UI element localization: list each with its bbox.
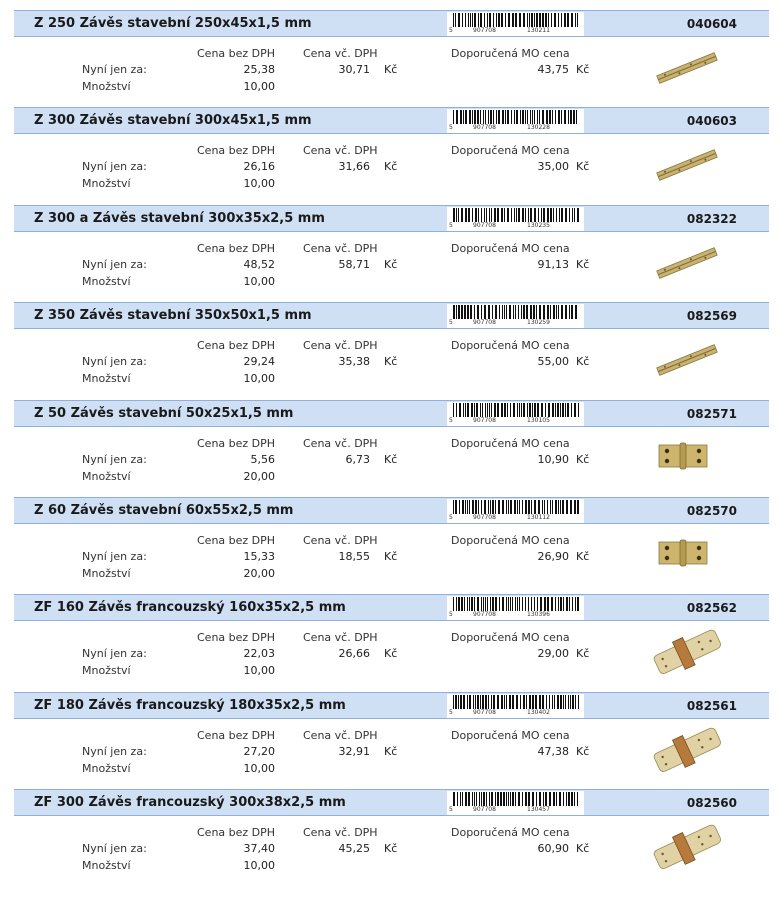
- french-hinge-icon: [650, 821, 725, 871]
- product-image[interactable]: [650, 529, 725, 579]
- price-incl-vat: 32,91: [338, 744, 370, 758]
- now-only-label: Nyní jen za:: [82, 355, 147, 369]
- currency-label: Kč: [576, 160, 590, 174]
- product-row: [0, 682, 780, 779]
- quantity-value: 10,00: [243, 372, 275, 386]
- product-code: 082570: [686, 504, 737, 518]
- barcode-bars: [447, 694, 584, 710]
- price-incl-vat: 6,73: [345, 452, 370, 466]
- french-hinge-icon: [650, 724, 725, 774]
- small-butt-hinge-icon: [650, 432, 725, 482]
- quantity-value: 20,00: [243, 469, 275, 483]
- product-image[interactable]: [650, 237, 725, 287]
- price-incl-vat-header: Cena vč. DPH: [303, 47, 378, 60]
- barcode-digits-left: 907708: [473, 806, 496, 814]
- quantity-label: Množství: [82, 177, 131, 191]
- barcode-digits-right: 130228: [527, 124, 550, 132]
- price-excl-vat-header: Cena bez DPH: [197, 728, 276, 742]
- recommended-price-header: Doporučená MO cena: [451, 534, 570, 547]
- quantity-label: Množství: [82, 469, 131, 483]
- barcode-digits-left: 907708: [473, 319, 496, 327]
- recommended-price: 26,90: [537, 550, 569, 563]
- recommended-price-header: Doporučená MO cena: [451, 339, 570, 353]
- currency-label: Kč: [576, 842, 590, 856]
- product-row: [0, 97, 780, 194]
- quantity-value: 10,00: [243, 274, 275, 288]
- product-name: Z 350 Závěs stavební 350x50x1,5 mm: [34, 308, 312, 324]
- barcode-digit-prefix: 5: [449, 124, 453, 132]
- barcode: [447, 596, 584, 620]
- barcode-digits-right: 130105: [527, 416, 550, 424]
- price-incl-vat-header: Cena vč. DPH: [303, 436, 378, 450]
- barcode-bars: [447, 207, 584, 223]
- barcode: [447, 499, 584, 523]
- price-excl-vat: 22,03: [243, 647, 275, 661]
- barcode-digits-left: 907708: [473, 416, 496, 424]
- recommended-price-header: Doporučená MO cena: [451, 436, 570, 450]
- barcode-digits-left: 907708: [473, 27, 496, 34]
- product-name: Z 300 a Závěs stavební 300x35x2,5 mm: [34, 210, 325, 226]
- product-header: [14, 497, 769, 524]
- barcode: [447, 694, 584, 718]
- currency-label: Kč: [576, 355, 590, 369]
- price-excl-vat-header: Cena bez DPH: [197, 436, 276, 450]
- now-only-label: Nyní jen za:: [82, 647, 147, 661]
- product-row: [0, 292, 780, 389]
- product-header: [14, 107, 769, 134]
- quantity-label: Množství: [82, 372, 131, 386]
- quantity-label: Množství: [82, 274, 131, 288]
- quantity-label: Množství: [82, 859, 131, 873]
- quantity-value: 20,00: [243, 567, 275, 580]
- product-row: [0, 779, 780, 876]
- french-hinge-icon: [650, 626, 725, 676]
- barcode-digits-left: 907708: [473, 611, 496, 619]
- barcode: [447, 402, 584, 426]
- price-incl-vat-header: Cena vč. DPH: [303, 144, 378, 158]
- price-incl-vat-header: Cena vč. DPH: [303, 728, 378, 742]
- currency-label: Kč: [576, 647, 590, 661]
- currency-label: Kč: [384, 550, 398, 563]
- currency-label: Kč: [384, 647, 398, 661]
- quantity-value: 10,00: [243, 664, 275, 678]
- currency-label: Kč: [576, 63, 590, 76]
- product-image[interactable]: [650, 724, 725, 774]
- recommended-price-header: Doporučená MO cena: [451, 47, 570, 60]
- currency-label: Kč: [384, 257, 398, 271]
- product-header: [14, 789, 769, 816]
- product-code: 082561: [686, 698, 737, 713]
- price-incl-vat-header: Cena vč. DPH: [303, 631, 378, 645]
- recommended-price: 60,90: [537, 842, 569, 856]
- barcode-digits-right: 130211: [527, 27, 550, 34]
- currency-label: Kč: [384, 452, 398, 466]
- product-row: [0, 584, 780, 681]
- currency-label: Kč: [576, 257, 590, 271]
- now-only-label: Nyní jen za:: [82, 160, 147, 174]
- price-excl-vat: 26,16: [243, 160, 275, 174]
- currency-label: Kč: [384, 744, 398, 758]
- price-incl-vat: 35,38: [338, 355, 370, 369]
- barcode-bars: [447, 12, 584, 28]
- long-brass-hinge-icon: [650, 237, 725, 287]
- currency-label: Kč: [384, 842, 398, 856]
- long-brass-hinge-icon: [650, 334, 725, 384]
- now-only-label: Nyní jen za:: [82, 452, 147, 466]
- recommended-price: 47,38: [537, 744, 569, 758]
- price-excl-vat: 37,40: [243, 842, 275, 856]
- now-only-label: Nyní jen za:: [82, 63, 147, 76]
- quantity-label: Množství: [82, 80, 131, 93]
- now-only-label: Nyní jen za:: [82, 257, 147, 271]
- barcode-digit-prefix: 5: [449, 221, 453, 229]
- recommended-price-header: Doporučená MO cena: [451, 631, 570, 645]
- product-code: 082569: [686, 309, 737, 324]
- quantity-label: Množství: [82, 761, 131, 775]
- product-name: ZF 180 Závěs francouzský 180x35x2,5 mm: [34, 697, 346, 713]
- product-header: [14, 205, 769, 232]
- barcode-digits-left: 907708: [473, 221, 496, 229]
- product-code: 082560: [686, 796, 737, 811]
- barcode: [447, 791, 584, 815]
- long-brass-hinge-icon: [650, 139, 725, 189]
- recommended-price-header: Doporučená MO cena: [451, 728, 570, 742]
- barcode-bars: [447, 791, 584, 807]
- barcode: [447, 304, 584, 328]
- quantity-label: Množství: [82, 664, 131, 678]
- price-incl-vat-header: Cena vč. DPH: [303, 534, 378, 547]
- product-header: [14, 302, 769, 329]
- recommended-price: 35,00: [537, 160, 569, 174]
- quantity-value: 10,00: [243, 761, 275, 775]
- price-excl-vat: 27,20: [243, 744, 275, 758]
- barcode-digits-right: 130112: [527, 514, 550, 521]
- product-header: [14, 692, 769, 719]
- product-row: [0, 0, 780, 97]
- product-row: [0, 487, 780, 584]
- price-incl-vat: 18,55: [338, 550, 370, 563]
- product-name: Z 300 Závěs stavební 300x45x1,5 mm: [34, 113, 312, 129]
- barcode-digit-prefix: 5: [449, 708, 453, 716]
- barcode-digit-prefix: 5: [449, 806, 453, 814]
- price-incl-vat: 58,71: [338, 257, 370, 271]
- price-incl-vat-header: Cena vč. DPH: [303, 339, 378, 353]
- price-excl-vat-header: Cena bez DPH: [197, 826, 276, 840]
- product-image[interactable]: [650, 42, 725, 92]
- currency-label: Kč: [576, 744, 590, 758]
- product-name: Z 50 Závěs stavební 50x25x1,5 mm: [34, 405, 294, 421]
- now-only-label: Nyní jen za:: [82, 842, 147, 856]
- price-excl-vat-header: Cena bez DPH: [197, 534, 276, 547]
- quantity-value: 10,00: [243, 859, 275, 873]
- quantity-value: 10,00: [243, 177, 275, 191]
- product-image[interactable]: [650, 432, 725, 482]
- recommended-price: 10,90: [537, 452, 569, 466]
- barcode-digit-prefix: 5: [449, 319, 453, 327]
- product-name: ZF 160 Závěs francouzský 160x35x2,5 mm: [34, 600, 346, 616]
- barcode-digits-left: 907708: [473, 708, 496, 716]
- price-excl-vat-header: Cena bez DPH: [197, 241, 276, 255]
- small-butt-hinge-icon: [650, 529, 725, 579]
- barcode-digits-left: 907708: [473, 514, 496, 521]
- product-name: Z 250 Závěs stavební 250x45x1,5 mm: [34, 16, 312, 31]
- price-excl-vat: 5,56: [250, 452, 275, 466]
- barcode-digits-right: 130402: [527, 708, 550, 716]
- price-incl-vat-header: Cena vč. DPH: [303, 241, 378, 255]
- price-excl-vat: 29,24: [243, 355, 275, 369]
- quantity-value: 10,00: [243, 80, 275, 93]
- price-excl-vat-header: Cena bez DPH: [197, 144, 276, 158]
- barcode-digit-prefix: 5: [449, 611, 453, 619]
- recommended-price-header: Doporučená MO cena: [451, 826, 570, 840]
- price-incl-vat: 31,66: [338, 160, 370, 174]
- now-only-label: Nyní jen za:: [82, 550, 147, 563]
- currency-label: Kč: [576, 550, 590, 563]
- barcode-bars: [447, 109, 584, 125]
- barcode-digits-right: 130396: [527, 611, 550, 619]
- barcode-digits-right: 130235: [527, 221, 550, 229]
- product-image[interactable]: [650, 821, 725, 871]
- product-name: Z 60 Závěs stavební 60x55x2,5 mm: [34, 503, 294, 518]
- recommended-price: 29,00: [537, 647, 569, 661]
- barcode: [447, 12, 584, 36]
- product-code: 082571: [686, 406, 737, 421]
- price-incl-vat: 45,25: [338, 842, 370, 856]
- recommended-price: 91,13: [537, 257, 569, 271]
- barcode-digits-right: 130259: [527, 319, 550, 327]
- barcode-digit-prefix: 5: [449, 27, 453, 34]
- barcode-digit-prefix: 5: [449, 514, 453, 521]
- product-code: 082562: [686, 601, 737, 616]
- long-brass-hinge-icon: [650, 42, 725, 92]
- product-row: [0, 195, 780, 292]
- product-header: [14, 594, 769, 621]
- price-incl-vat: 30,71: [338, 63, 370, 76]
- recommended-price: 43,75: [537, 63, 569, 76]
- barcode-bars: [447, 596, 584, 612]
- currency-label: Kč: [384, 355, 398, 369]
- recommended-price: 55,00: [537, 355, 569, 369]
- barcode-digits-left: 907708: [473, 124, 496, 132]
- price-excl-vat: 48,52: [243, 257, 275, 271]
- currency-label: Kč: [384, 160, 398, 174]
- product-row: [0, 390, 780, 487]
- now-only-label: Nyní jen za:: [82, 744, 147, 758]
- barcode-bars: [447, 402, 584, 418]
- recommended-price-header: Doporučená MO cena: [451, 241, 570, 255]
- product-image[interactable]: [650, 334, 725, 384]
- barcode-digits-right: 130457: [527, 806, 550, 814]
- barcode-bars: [447, 304, 584, 320]
- product-image[interactable]: [650, 139, 725, 189]
- product-image[interactable]: [650, 626, 725, 676]
- price-excl-vat-header: Cena bez DPH: [197, 631, 276, 645]
- recommended-price-header: Doporučená MO cena: [451, 144, 570, 158]
- product-header: [14, 400, 769, 427]
- quantity-label: Množství: [82, 567, 131, 580]
- price-incl-vat-header: Cena vč. DPH: [303, 826, 378, 840]
- barcode-digit-prefix: 5: [449, 416, 453, 424]
- currency-label: Kč: [576, 452, 590, 466]
- product-code: 040604: [686, 17, 737, 31]
- barcode: [447, 109, 584, 133]
- price-incl-vat: 26,66: [338, 647, 370, 661]
- price-excl-vat: 15,33: [243, 550, 275, 563]
- price-excl-vat-header: Cena bez DPH: [197, 47, 276, 60]
- currency-label: Kč: [384, 63, 398, 76]
- price-excl-vat-header: Cena bez DPH: [197, 339, 276, 353]
- product-code: 082322: [686, 211, 737, 226]
- price-excl-vat: 25,38: [243, 63, 275, 76]
- product-header: [14, 10, 769, 37]
- barcode: [447, 207, 584, 231]
- product-name: ZF 300 Závěs francouzský 300x38x2,5 mm: [34, 795, 346, 811]
- barcode-bars: [447, 499, 584, 515]
- product-code: 040603: [686, 114, 737, 129]
